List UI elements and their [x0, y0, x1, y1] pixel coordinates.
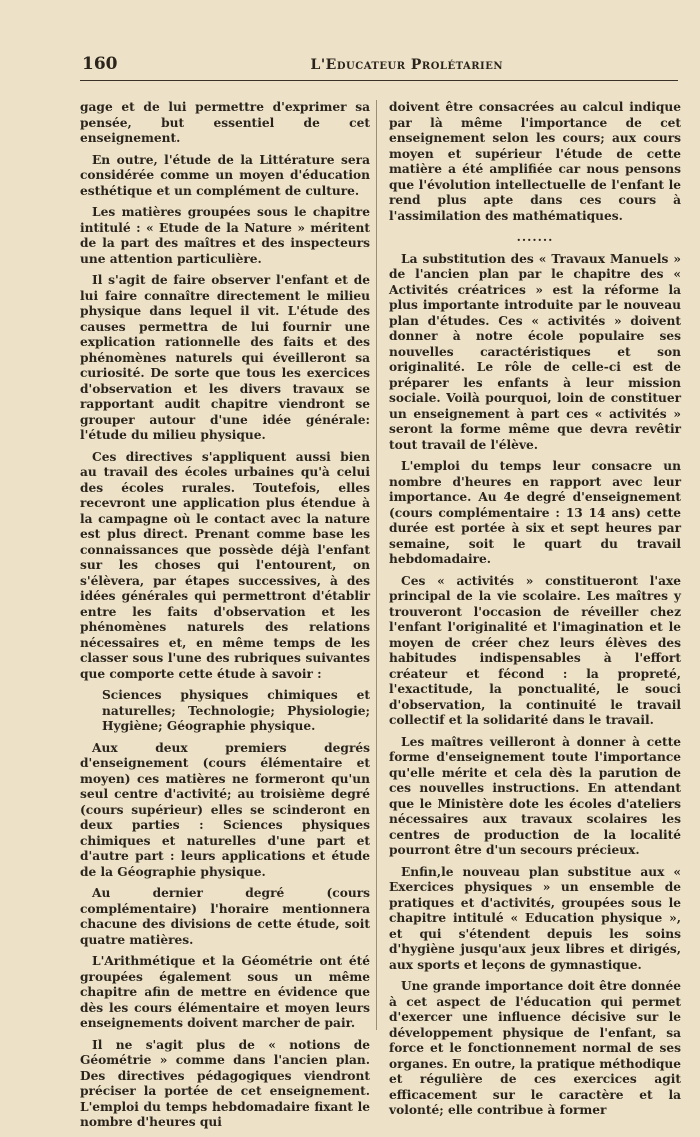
- paragraph: Ces directives s'appliquent aussi bien au travail des écoles urbaines qu'à celui des écoles rurales. Toutefois, elles recevront une application plus étendue à la campagne où le contact avec la nature est plus direct. Prenant comme base les connaissances que possède déjà l'enfant sur les choses qui l'entourent, on s'élèvera, par étapes successives, à des idées générales qui permettront d'établir entre les faits d'observation et les phénomènes naturels des relations nécessaires et, en même temps de les classer sous l'une des rubriques suivantes que comporte cette étude à savoir :: [80, 449, 370, 681]
- paragraph: Les matières groupées sous le chapitre intitulé : « Etude de la Nature » méritent de la part des maîtres et des inspecteurs une attention particulière.: [80, 205, 370, 266]
- column-divider: [376, 100, 377, 1030]
- section-separator: .......: [516, 230, 554, 244]
- paragraph: Les maîtres veilleront à donner à cette forme d'enseignement toute l'importance qu'elle mérite et cela dès la parution de ces nouvelles instructions. En attendant que le Ministère dote les écoles d'ateliers nécessaires aux travaux scolaires les centres de production de la localité pourront être d'un secours précieux.: [389, 734, 681, 857]
- subject-list: Sciences physiques chimiques et naturelles; Technologie; Physiologie; Hygiène; Géographie physique.: [102, 688, 370, 733]
- paragraph: gage et de lui permettre d'exprimer sa pensée, but essentiel de cet enseignement.: [80, 100, 370, 145]
- paragraph: Enfin,le nouveau plan substitue aux « Exercices physiques » un ensemble de pratiques et d'activités, groupées sous le chapitre intitulé « Education physique », et qui s'étendent depuis les soins d'hygiène jusqu'aux jeux libres et dirigés, aux sports et leçons de gymnastique.: [389, 864, 681, 972]
- paragraph: L'Arithmétique et la Géométrie ont été groupées également sous un même chapitre afin de mettre en évidence que dès les cours élémentaire et moyen leurs enseignements doivent marcher de pair.: [80, 954, 370, 1030]
- paragraph: Aux deux premiers degrés d'enseignement (cours élémentaire et moyen) ces matières ne formeront qu'un seul centre d'activité; au troisième degré (cours supérieur) elles se scinderont en deux parties : Sciences physiques chimiques et naturelles d'une part et d'autre part : leurs applications et étude de la Géographie physique.: [80, 740, 370, 879]
- paragraph: Ces « activités » constitueront l'axe principal de la vie scolaire. Les maîtres y trouveront l'occasion de réveiller chez l'enfant l'originalité et l'imagination et le moyen de créer chez leurs élèves des habitudes indispensables à l'effort créateur et fécond : la propreté, l'exactitude, la ponctualité, le souci d'observation, la continuité le travail collectif et la solidarité dans le travail.: [389, 573, 681, 727]
- paragraph: La substitution des « Travaux Manuels » de l'ancien plan par le chapitre des « Activités créatrices » est la réforme la plus importante introduite par le nouveau plan d'études. Ces « activités » doivent donner à notre école populaire ses nouvelles caractéristiques et son originalité. Le rôle de celle-ci est de préparer les enfants à leur mission sociale. Voilà pourquoi, loin de constituer un enseignement à part ces « activités » seront la forme même que devra revêtir tout travail de l'élève.: [389, 251, 681, 452]
- paragraph: L'emploi du temps leur consacre un nombre d'heures en rapport avec leur importance. Au 4e degré d'enseignement (cours complémentaire : 13 14 ans) cette durée est portée à six et sept heures par semaine, soit le quart du travail hebdomadaire.: [389, 459, 681, 566]
- left-column: [80, 100, 370, 1137]
- page-header: [80, 54, 678, 81]
- paragraph: doivent être consacrées au calcul indique par là même l'importance de cet enseignement selon les cours; aux cours moyen et supérieur l'étude de cette matière a été amplifiée car nous pensons que l'évolution intellectuelle de l'enfant le rend plus apte dans ces cours à l'assimilation des mathématiques.: [389, 100, 681, 223]
- paragraph: Il s'agit de faire observer l'enfant et de lui faire connaître directement le milieu physique dans lequel il vit. L'étude des causes permettra de lui fournir une explication rationnelle des faits et des phénomènes naturels qui éveilleront sa curiosité. De sorte que tous les exercices d'observation et les divers travaux se rapportant audit chapitre viendront se grouper autour d'une idée générale: l'étude du milieu physique.: [80, 273, 370, 442]
- paragraph: Une grande importance doit être donnée à cet aspect de l'éducation qui permet d'exercer une influence décisive sur le développement physique de l'enfant, sa force et le fonctionnement normal de ses organes. En outre, la pratique méthodique et régulière de ces exercices agit efficacement sur le caractère et la volonté; elle contribue à former: [389, 979, 681, 1117]
- page-number: 160: [82, 54, 118, 74]
- running-title: L'Educateur Prolétarien: [310, 57, 503, 73]
- paragraph: En outre, l'étude de la Littérature sera considérée comme un moyen d'éducation esthétique et un complément de culture.: [80, 152, 370, 198]
- paragraph: Au dernier degré (cours complémentaire) l'horaire mentionnera chacune des divisions de cette étude, soit quatre matières.: [80, 886, 370, 947]
- right-column: [389, 100, 681, 1125]
- paragraph: Il ne s'agit plus de « notions de Géométrie » comme dans l'ancien plan. Des directives pédagogiques viendront préciser la portée de cet enseignement. L'emploi du temps hebdomadaire fixant le nombre d'heures qui: [80, 1037, 370, 1129]
